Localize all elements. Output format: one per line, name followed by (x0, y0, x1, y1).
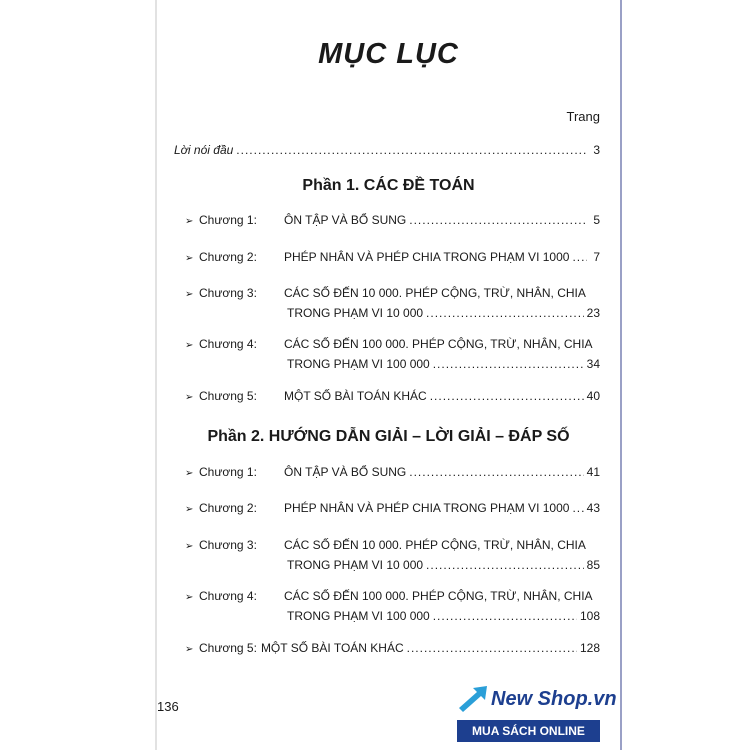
arrowhead-bullet-icon: ➢ (185, 392, 194, 403)
toc-chapter-row[interactable] (185, 538, 600, 572)
logo-name: New Shop.vn (491, 687, 617, 710)
chapter-label: Chương 2: (199, 501, 257, 515)
toc-chapter-row[interactable] (185, 337, 600, 371)
toc-intro-row[interactable] (174, 143, 600, 157)
toc-chapter-row[interactable] (185, 501, 600, 515)
toc-chapter-row[interactable] (185, 250, 600, 264)
chapter-title: CÁC SỐ ĐẾN 10 000. PHÉP CỘNG, TRỪ, NHÂN, CHIA (284, 286, 586, 300)
chapter-page: 41 (586, 465, 600, 479)
page-column-header: Trang (566, 109, 600, 124)
dot-leader (433, 609, 577, 623)
arrowhead-bullet-icon: ➢ (185, 253, 194, 264)
dot-leader (433, 357, 584, 371)
chapter-label: Chương 3: (199, 538, 257, 552)
dot-leader (409, 465, 583, 479)
dot-leader (407, 641, 577, 655)
chapter-page: 85 (586, 558, 600, 572)
arrowhead-bullet-icon: ➢ (185, 504, 194, 515)
toc-chapter-row[interactable] (185, 465, 600, 479)
toc-chapter-row[interactable] (185, 641, 600, 655)
chapter-page: 128 (579, 641, 600, 655)
chapter-title-continued: TRONG PHẠM VI 10 000 (287, 558, 424, 572)
dot-leader (236, 143, 587, 157)
newshop-logo[interactable] (457, 680, 617, 750)
chapter-label: Chương 4: (199, 337, 257, 351)
chapter-title: CÁC SỐ ĐẾN 10 000. PHÉP CỘNG, TRỪ, NHÂN, CHIA (284, 538, 586, 552)
arrowhead-bullet-icon: ➢ (185, 644, 194, 655)
chapter-label: Chương 1: (199, 213, 257, 227)
page-title: MỤC LỤC (318, 38, 459, 70)
chapter-title: PHÉP NHÂN VÀ PHÉP CHIA TRONG PHẠM VI 1000 (284, 250, 570, 264)
chapter-title-continued: TRONG PHẠM VI 100 000 (287, 609, 430, 623)
chapter-page: 34 (586, 357, 600, 371)
dot-leader (572, 250, 587, 264)
dot-leader (572, 501, 583, 515)
chapter-page: 23 (586, 306, 600, 320)
dot-leader (426, 558, 584, 572)
toc-chapter-row[interactable] (185, 213, 600, 227)
arrowhead-bullet-icon: ➢ (185, 541, 194, 552)
chapter-label: Chương 3: (199, 286, 257, 300)
dot-leader (409, 213, 587, 227)
chapter-page: 5 (593, 213, 600, 227)
arrowhead-bullet-icon: ➢ (185, 468, 194, 479)
chapter-title: MỘT SỐ BÀI TOÁN KHÁC (260, 641, 404, 655)
chapter-title: MỘT SỐ BÀI TOÁN KHÁC (284, 389, 427, 403)
page-number: 136 (157, 699, 179, 714)
chapter-title-continued: TRONG PHẠM VI 10 000 (287, 306, 424, 320)
chapter-label: Chương 1: (199, 465, 257, 479)
chapter-page: 43 (586, 501, 600, 515)
book-page (157, 0, 620, 750)
chapter-label: Chương 5: (199, 641, 257, 655)
chapter-title: PHÉP NHÂN VÀ PHÉP CHIA TRONG PHẠM VI 1000 (284, 501, 570, 515)
chapter-label: Chương 2: (199, 250, 257, 264)
dot-leader (426, 306, 584, 320)
chapter-label: Chương 4: (199, 589, 257, 603)
chapter-page: 7 (593, 250, 600, 264)
dot-leader (430, 389, 584, 403)
chapter-page: 40 (586, 389, 600, 403)
chapter-title: CÁC SỐ ĐẾN 100 000. PHÉP CỘNG, TRỪ, NHÂN, CHIA (284, 337, 593, 351)
toc-chapter-row[interactable] (185, 286, 600, 320)
chapter-label: Chương 5: (199, 389, 257, 403)
logo-tagline: MUA SÁCH ONLINE (457, 720, 600, 742)
part-1-title: Phần 1. CÁC ĐỀ TOÁN (302, 177, 475, 194)
chapter-title: ÔN TẬP VÀ BỔ SUNG (284, 465, 407, 479)
toc-intro-page: 3 (593, 143, 600, 157)
chapter-title-continued: TRONG PHẠM VI 100 000 (287, 357, 430, 371)
arrowhead-bullet-icon: ➢ (185, 216, 194, 227)
chapter-page: 108 (579, 609, 600, 623)
arrowhead-bullet-icon: ➢ (185, 592, 194, 603)
part-2-title: Phần 2. HƯỚNG DẪN GIẢI – LỜI GIẢI – ĐÁP SỐ (207, 428, 570, 445)
toc-chapter-row[interactable] (185, 589, 600, 623)
arrowhead-bullet-icon: ➢ (185, 289, 194, 300)
chapter-title: ÔN TẬP VÀ BỔ SUNG (284, 213, 407, 227)
toc-chapter-row[interactable] (185, 389, 600, 403)
arrow-logo-icon (457, 684, 489, 714)
arrowhead-bullet-icon: ➢ (185, 340, 194, 351)
toc-intro-label: Lời nói đầu (174, 143, 234, 157)
chapter-title: CÁC SỐ ĐẾN 100 000. PHÉP CỘNG, TRỪ, NHÂN, CHIA (284, 589, 593, 603)
